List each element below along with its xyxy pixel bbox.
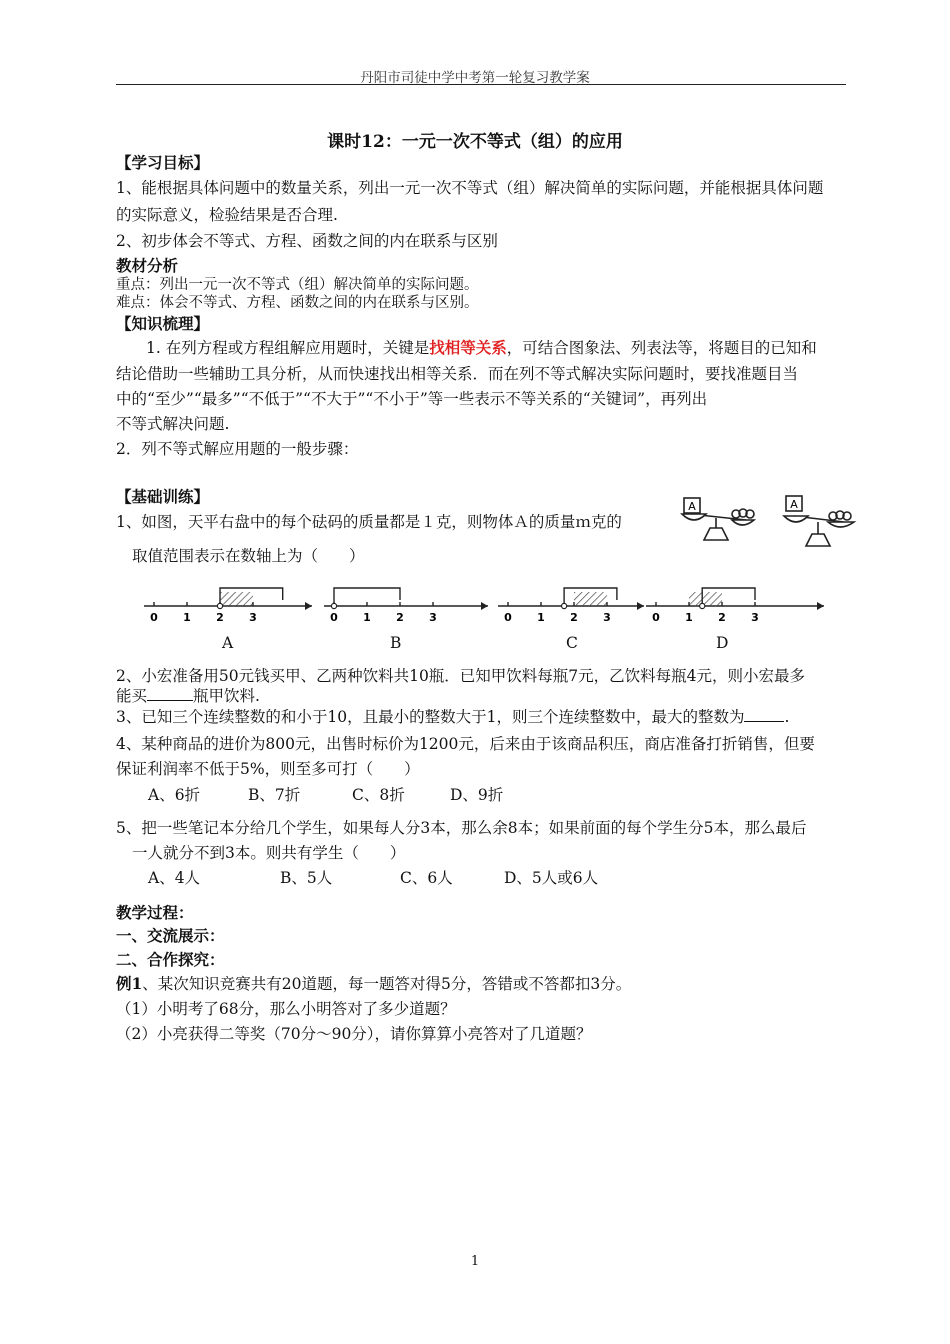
example-1-question-1: （1）小明考了68分，那么小明答对了多少道题？ — [116, 1000, 456, 1018]
q4-option-c: C、8折 — [352, 786, 405, 804]
q2-line-2-post: 瓶甲饮料. — [193, 687, 260, 705]
q3-end: . — [784, 708, 790, 726]
section-explore: 二、合作探究： — [116, 950, 225, 969]
q4-option-b: B、7折 — [248, 786, 301, 804]
option-label-a: A — [222, 634, 234, 652]
number-line-d-tick-label: 0 — [652, 611, 660, 624]
number-line-c-tick-label: 2 — [570, 611, 578, 624]
number-line-a-tick-label: 0 — [150, 611, 158, 624]
knowledge-p1-line-1 — [146, 336, 817, 358]
number-line-a-endpoint — [217, 603, 222, 608]
number-line-b-endpoint — [331, 603, 336, 608]
example-1-question-2: （2）小亮获得二等奖（70分～90分），请你算算小亮答对了几道题？ — [116, 1025, 592, 1043]
q4-line-2: 保证利润率不低于5%，则至多可打（ ） — [116, 760, 420, 778]
knowledge-p1-line-2: 结论借助一些辅助工具分析，从而快速找出相等关系．而在列不等式解决实际问题时，要找准题目当 — [116, 365, 799, 383]
number-line-c-tick-label: 1 — [537, 611, 545, 624]
number-line-d-arrow — [817, 602, 824, 610]
q5-option-a: A、4人 — [148, 869, 201, 887]
lesson-title: 课时12：一元一次不等式（组）的应用 — [327, 132, 623, 152]
number-line-a-tick-label: 1 — [183, 611, 191, 624]
q3-line — [116, 705, 789, 727]
number-line-d-tick-label: 3 — [751, 611, 759, 624]
option-label-c: C — [566, 634, 578, 652]
q4-line-1: 4、某种商品的进价为800元，出售时标价为1200元，后来由于该商品积压，商店准备打折销售，但要 — [116, 735, 815, 753]
number-line-a-shaded-region — [220, 592, 253, 606]
q1-line-2: 取值范围表示在数轴上为（ ） — [132, 547, 365, 565]
number-line-d-shaded-region — [689, 592, 722, 606]
number-line-b-tick-label: 0 — [330, 611, 338, 624]
q1-line-1: 1、如图，天平右盘中的每个砝码的质量都是１克，则物体Ａ的质量ｍ克的 — [116, 513, 622, 531]
basic-training-heading: 【基础训练】 — [116, 487, 210, 506]
knowledge-p2: 2．列不等式解应用题的一般步骤： — [116, 440, 359, 458]
balance-left-label: A — [688, 500, 696, 513]
number-line-options — [144, 588, 824, 624]
q5-line-2: 一人就分不到3本。则共有学生（ ） — [132, 844, 406, 862]
number-line-d-tick-label: 1 — [685, 611, 693, 624]
number-line-a-tick-label: 3 — [249, 611, 257, 624]
example-1-text: 、某次知识竞赛共有20道题，每一题答对得5分，答错或不答都扣3分。 — [142, 975, 632, 993]
analysis-heading: 教材分析 — [116, 256, 179, 275]
knowledge-p1-line-4: 不等式解决问题. — [116, 415, 230, 433]
number-line-a-arrow — [305, 602, 312, 610]
q5-option-c: C、6人 — [400, 869, 453, 887]
number-line-c-tick-label: 3 — [603, 611, 611, 624]
section-exchange: 一、交流展示： — [116, 926, 225, 945]
process-heading: 教学过程： — [116, 903, 194, 922]
q2-line-2-pre: 能买 — [116, 687, 148, 705]
knowledge-p1-post: ，可结合图象法、列表法等，将题目的已知和 — [506, 339, 817, 357]
number-line-d-endpoint — [700, 603, 705, 608]
goals-heading: 【学习目标】 — [116, 153, 210, 172]
option-label-b: B — [390, 634, 402, 652]
knowledge-heading: 【知识梳理】 — [116, 314, 210, 333]
option-label-d: D — [716, 634, 729, 652]
example-1 — [116, 972, 631, 994]
number-line-c-arrow — [637, 602, 644, 610]
header-rule — [116, 84, 846, 85]
balance-right-label: A — [790, 498, 798, 511]
q2-answer-blank[interactable] — [147, 686, 193, 701]
example-1-label: 例1 — [116, 974, 143, 993]
q3-text: 3、已知三个连续整数的和小于10，且最小的整数大于1，则三个连续整数中，最大的整数为 — [116, 708, 745, 726]
number-line-b-arrow — [481, 602, 488, 610]
q5-option-b: B、5人 — [280, 869, 333, 887]
goal-1-line-1: 1、能根据具体问题中的数量关系，列出一元一次不等式（组）解决简单的实际问题，并能根据具体问题 — [116, 179, 824, 197]
number-line-b-tick-label: 3 — [429, 611, 437, 624]
knowledge-p1-pre: 1. 在列方程或方程组解应用题时，关键是 — [146, 339, 430, 357]
q4-option-d: D、9折 — [450, 786, 504, 804]
number-line-c-endpoint — [562, 603, 567, 608]
q2-line-2 — [116, 684, 260, 706]
key-phrase-highlight: 找相等关系 — [429, 338, 507, 357]
q5-option-d: D、5人或6人 — [504, 869, 599, 887]
number-line-b-tick-label: 1 — [363, 611, 371, 624]
number-line-d-tick-label: 2 — [718, 611, 726, 624]
q2-line-1: 2、小宏准备用50元钱买甲、乙两种饮料共10瓶．已知甲饮料每瓶7元，乙饮料每瓶4元，则小宏最多 — [116, 667, 806, 685]
goal-2: 2、初步体会不等式、方程、函数之间的内在联系与区别 — [116, 232, 498, 250]
number-line-a-tick-label: 2 — [216, 611, 224, 624]
goal-1-line-2: 的实际意义，检验结果是否合理. — [116, 206, 338, 224]
number-line-b-tick-label: 2 — [396, 611, 404, 624]
analysis-key-point: 重点：列出一元一次不等式（组）解决简单的实际问题。 — [116, 277, 479, 293]
number-line-c-shaded-region — [574, 592, 607, 606]
q4-option-a: A、6折 — [148, 786, 201, 804]
page-header: 丹阳市司徒中学中考第一轮复习教学案 — [360, 70, 590, 86]
q5-line-1: 5、把一些笔记本分给几个学生，如果每人分3本，那么余8本；如果前面的每个学生分5本，那么最后 — [116, 819, 807, 837]
knowledge-p1-line-3: 中的“至少”“最多”“不低于”“不大于”“不小于”等一些表示不等关系的“关键词”，再列出 — [116, 390, 708, 408]
page-number: 1 — [470, 1254, 480, 1269]
analysis-difficulty: 难点：体会不等式、方程、函数之间的内在联系与区别。 — [116, 295, 479, 311]
q3-answer-blank[interactable] — [744, 707, 784, 722]
number-line-c-tick-label: 0 — [504, 611, 512, 624]
balance-scales-figure — [676, 488, 862, 554]
